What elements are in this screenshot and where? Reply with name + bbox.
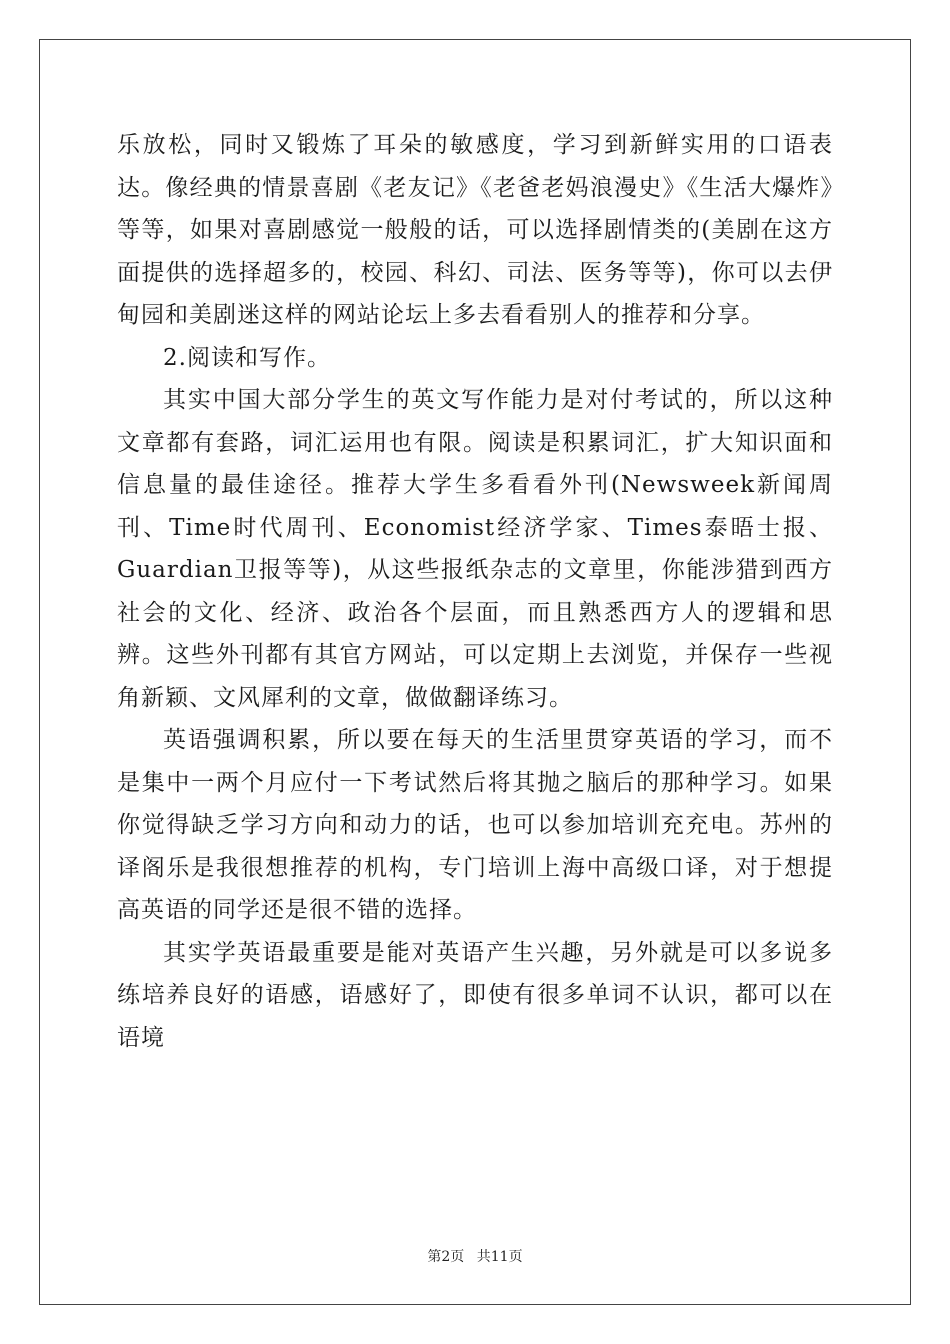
page-total: 共11页 (476, 1249, 523, 1265)
page-number: 第2页 (427, 1249, 465, 1265)
page-footer (0, 1246, 950, 1266)
paragraph-2-heading: 2.阅读和写作。 (163, 344, 331, 371)
document-body (117, 124, 833, 1059)
paragraph-3: 其实中国大部分学生的英文写作能力是对付考试的，所以这种文章都有套路，词汇运用也有限。阅读是积累词汇，扩大知识面和信息量的最佳途径。推荐大学生多看看外刊(Newsweek新闻周刊、Time时代周刊、Economist经济学家、Times泰晤士报、Guardian卫报等等)，从这些报纸杂志的文章里，你能涉猎到西方社会的文化、经济、政治各个层面，而且熟悉西方人的逻辑和思辨。这些外刊都有其官方网站，可以定期上去浏览，并保存一些视角新颖、文风犀利的文章，做做翻译练习。 (117, 387, 833, 711)
paragraph-1: 乐放松，同时又锻炼了耳朵的敏感度，学习到新鲜实用的口语表达。像经典的情景喜剧《老友记》《老爸老妈浪漫史》《生活大爆炸》等等，如果对喜剧感觉一般般的话，可以选择剧情类的(美剧在这方面提供的选择超多的，校园、科幻、司法、医务等等)，你可以去伊甸园和美剧迷这样的网站论坛上多去看看别人的推荐和分享。 (117, 132, 833, 328)
paragraph-5: 其实学英语最重要是能对英语产生兴趣，另外就是可以多说多练培养良好的语感，语感好了，即使有很多单词不认识，都可以在语境 (117, 939, 833, 1051)
paragraph-4: 英语强调积累，所以要在每天的生活里贯穿英语的学习，而不是集中一两个月应付一下考试然后将其抛之脑后的那种学习。如果你觉得缺乏学习方向和动力的话，也可以参加培训充充电。苏州的译阁乐是我很想推荐的机构，专门培训上海中高级口译，对于想提高英语的同学还是很不错的选择。 (117, 727, 833, 923)
